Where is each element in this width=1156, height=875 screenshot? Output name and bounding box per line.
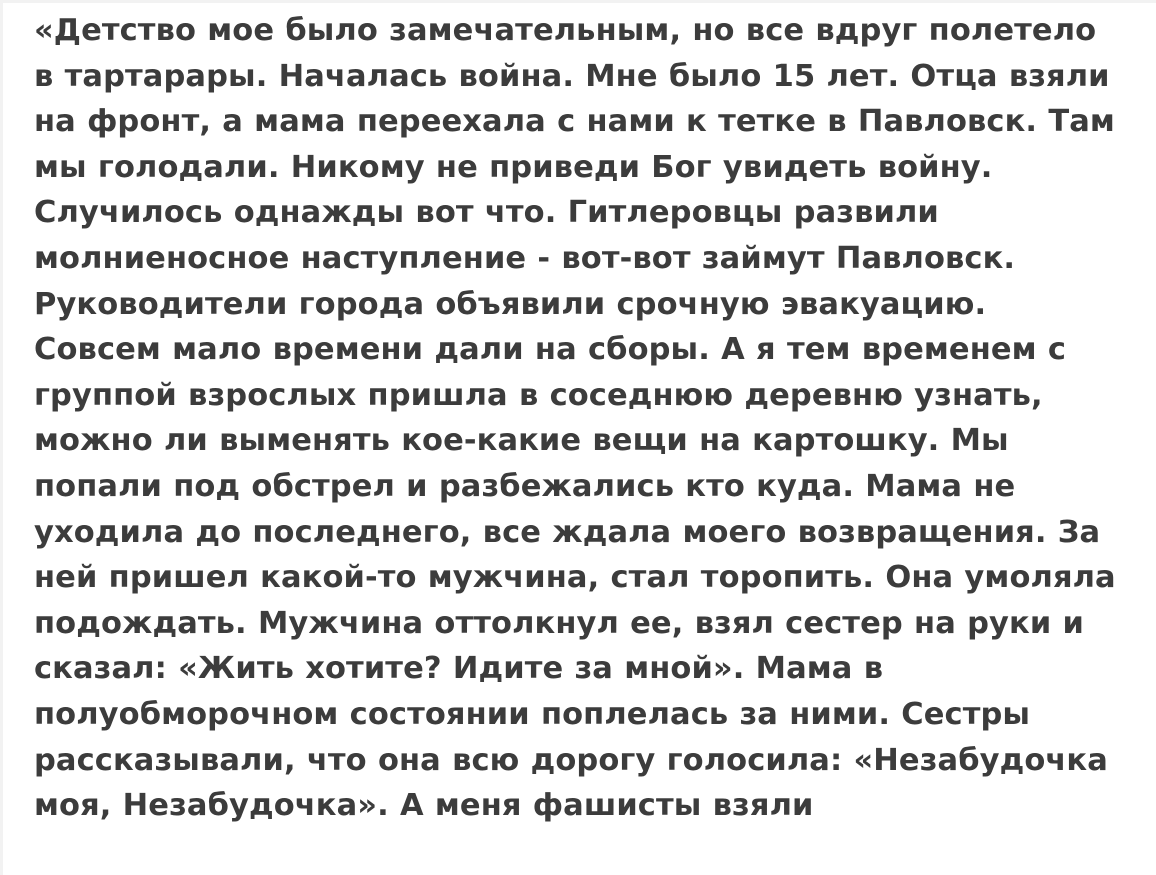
- body-paragraph: «Детство мое было замечательным, но все вдруг полетело в тартарары. Началась война. Мне было 15 лет. Отца взяли на фронт, а мама переехала с нами к тетке в Павловск. Там мы голодали. Никому не приведи Бог увидеть войну. Случилось однажды вот что. Гитлеровцы развили молниеносное наступление - вот-вот займут Павловск. Руководители города объявили срочную эвакуацию. Совсем мало времени дали на сборы. А я тем временем с группой взрослых пришла в соседнюю деревню узнать, можно ли выменять кое-какие вещи на картошку. Мы попали под обстрел и разбежались кто куда. Мама не уходила до последнего, все ждала моего возвращения. За ней пришел какой-то мужчина, стал торопить. Она умоляла подождать. Мужчина оттолкнул ее, взял сестер на руки и сказал: «Жить хотите? Идите за мной». Мама в полуобморочном состоянии поплелась за ними. Сестры рассказывали, что она всю дорогу голосила: «Незабудочка моя, Незабудочка». А меня фашисты взяли: [34, 13, 1116, 824]
- document-content: [34, 8, 1119, 829]
- left-edge-rule: [0, 0, 3, 875]
- top-edge-rule: [0, 0, 1156, 3]
